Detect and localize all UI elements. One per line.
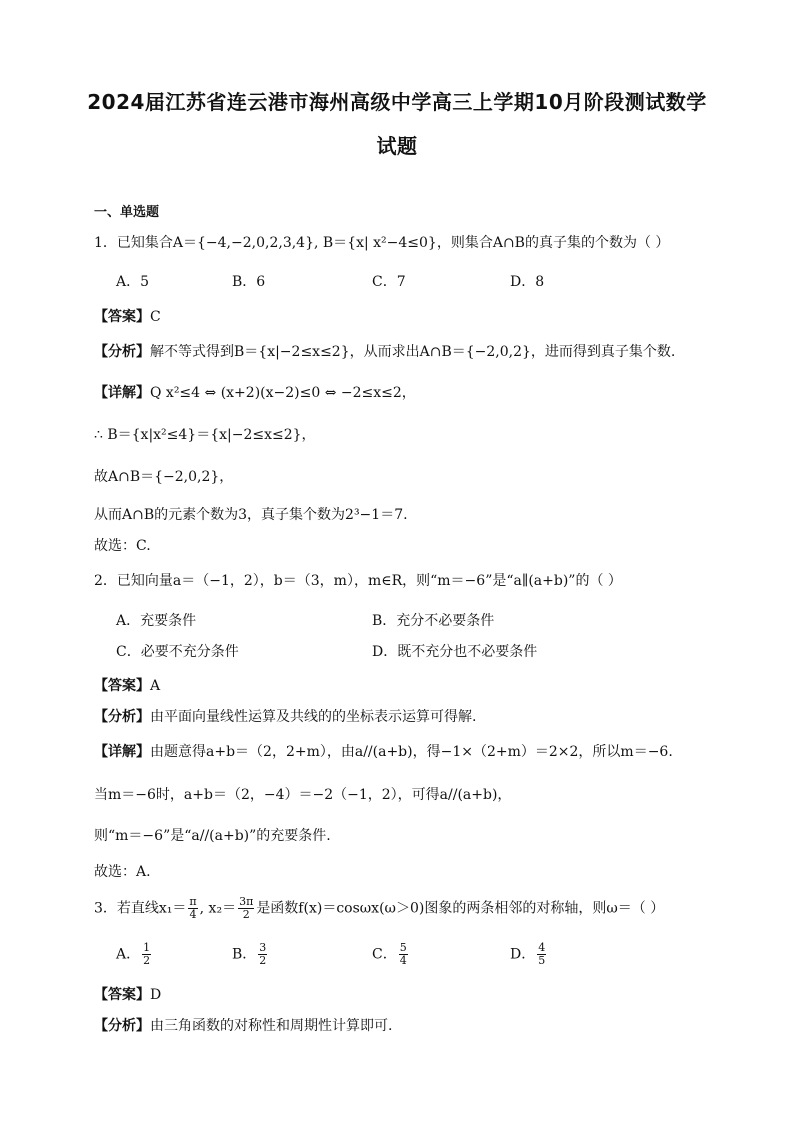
q1-option-d: D．8 bbox=[510, 274, 545, 290]
q3-option-c-num: 5 bbox=[399, 941, 407, 954]
q1-option-b: B．6 bbox=[232, 274, 266, 290]
q2-option-d: D．既不充分也不必要条件 bbox=[372, 644, 538, 660]
document-title-line2: 试题 bbox=[376, 134, 418, 158]
q3-analysis-text: 由三角函数的对称性和周期性计算即可. bbox=[150, 1018, 393, 1034]
q1-option-c: C．7 bbox=[372, 274, 406, 290]
q1-choose: 故选：C. bbox=[94, 538, 151, 554]
q3-answer-tag: 【答案】 bbox=[94, 987, 150, 1003]
q3-option-c-fraction bbox=[399, 942, 408, 967]
q3-x2-fraction bbox=[238, 896, 254, 921]
q3-option-b-den: 2 bbox=[259, 954, 267, 967]
q3-analysis-tag: 【分析】 bbox=[94, 1018, 150, 1034]
q2-detail-2: 当m＝−6时，a+b＝（2，−4）＝−2（−1，2），可得a//(a+b)， bbox=[94, 787, 512, 803]
q3-option-d bbox=[510, 942, 548, 967]
q3-answer-value: D bbox=[150, 987, 162, 1003]
q2-analysis-text: 由平面向量线性运算及共线的的坐标表示运算可得解. bbox=[150, 709, 477, 725]
q2-choose: 故选：A. bbox=[94, 864, 151, 880]
q1-answer-tag: 【答案】 bbox=[94, 309, 150, 325]
q3-option-a-label: A． bbox=[116, 946, 141, 963]
q3-x1-fraction bbox=[188, 896, 197, 921]
q3-option-b bbox=[232, 942, 269, 967]
q2-answer bbox=[94, 676, 160, 696]
q3-option-d-label: D． bbox=[510, 946, 536, 963]
q1-stem: 1．已知集合A＝{−4,−2,0,2,3,4}, B＝{x| x²−4≤0}，则集合A∩B的真子集的个数为（ ） bbox=[94, 235, 670, 251]
q3-option-d-num: 4 bbox=[538, 941, 546, 954]
q3-option-a-num: 1 bbox=[143, 941, 151, 954]
q3-analysis bbox=[94, 1016, 392, 1036]
q1-detail-1 bbox=[94, 383, 416, 403]
q1-detail-2: ∴ B＝{x|x²≤4}＝{x|−2≤x≤2}， bbox=[94, 427, 316, 443]
q2-detail-1 bbox=[94, 742, 673, 762]
q3-option-d-fraction bbox=[537, 942, 546, 967]
q3-x2-numerator: 3π bbox=[239, 895, 254, 908]
q3-option-a-fraction bbox=[142, 942, 151, 967]
q2-detail-1-text: 由题意得a+b＝（2，2+m），由a//(a+b)，得−1×（2+m）＝2×2，所以m＝−6. bbox=[150, 744, 673, 760]
q1-detail-3: 故A∩B＝{−2,0,2}， bbox=[94, 469, 234, 485]
q3-option-a-den: 2 bbox=[143, 954, 151, 967]
q3-option-d-den: 5 bbox=[538, 954, 546, 967]
q3-x2-denominator: 2 bbox=[242, 908, 250, 921]
q3-option-c-den: 4 bbox=[399, 954, 407, 967]
q2-option-b: B．充分不必要条件 bbox=[372, 613, 495, 629]
section-heading: 一、单选题 bbox=[94, 205, 160, 220]
q2-option-a: A．充要条件 bbox=[116, 613, 197, 629]
q3-option-c-label: C． bbox=[372, 946, 397, 963]
q1-analysis-tag: 【分析】 bbox=[94, 344, 150, 360]
q3-stem-mid: , x₂＝ bbox=[199, 900, 237, 917]
q3-stem-prefix: 3．若直线x₁＝ bbox=[94, 900, 187, 917]
q2-analysis-tag: 【分析】 bbox=[94, 709, 150, 725]
q1-analysis-text: 解不等式得到B＝{x|−2≤x≤2}，从而求出A∩B＝{−2,0,2}，进而得到真子集个数. bbox=[150, 344, 676, 360]
document-title-line1: 2024届江苏省连云港市海州高级中学高三上学期10月阶段测试数学 bbox=[87, 90, 707, 114]
q3-stem-suffix: 是函数f(x)＝cosωx(ω＞0)图象的两条相邻的对称轴，则ω＝（ ） bbox=[256, 900, 665, 917]
q1-detail-4: 从而A∩B的元素个数为3，真子集个数为2³−1＝7. bbox=[94, 507, 408, 523]
q1-answer-value: C bbox=[150, 309, 161, 325]
q2-answer-tag: 【答案】 bbox=[94, 678, 150, 694]
q2-analysis bbox=[94, 707, 476, 727]
q3-option-c bbox=[372, 942, 410, 967]
q3-option-b-label: B． bbox=[232, 946, 257, 963]
q2-detail-3: 则“m＝−6”是“a//(a+b)”的充要条件. bbox=[94, 828, 331, 844]
q1-detail-1-text: Q x²≤4 ⇔ (x+2)(x−2)≤0 ⇔ −2≤x≤2， bbox=[150, 385, 416, 401]
q2-option-c: C．必要不充分条件 bbox=[116, 644, 239, 660]
q3-option-b-num: 3 bbox=[259, 941, 267, 954]
q3-option-a bbox=[116, 942, 153, 967]
q3-answer bbox=[94, 985, 161, 1005]
q2-stem: 2．已知向量a＝（−1，2），b＝（3，m），m∈R，则“m＝−6”是“a∥(a+b)”的（ ） bbox=[94, 573, 622, 589]
q3-stem bbox=[94, 896, 664, 921]
q3-x1-denominator: 4 bbox=[189, 908, 197, 921]
q1-analysis bbox=[94, 342, 675, 362]
q1-option-a: A．5 bbox=[116, 274, 150, 290]
q2-answer-value: A bbox=[150, 678, 161, 694]
q3-option-b-fraction bbox=[258, 942, 267, 967]
q3-x1-numerator: π bbox=[189, 895, 197, 908]
q2-detail-tag: 【详解】 bbox=[94, 744, 150, 760]
q1-answer bbox=[94, 307, 161, 327]
q1-detail-tag: 【详解】 bbox=[94, 385, 150, 401]
